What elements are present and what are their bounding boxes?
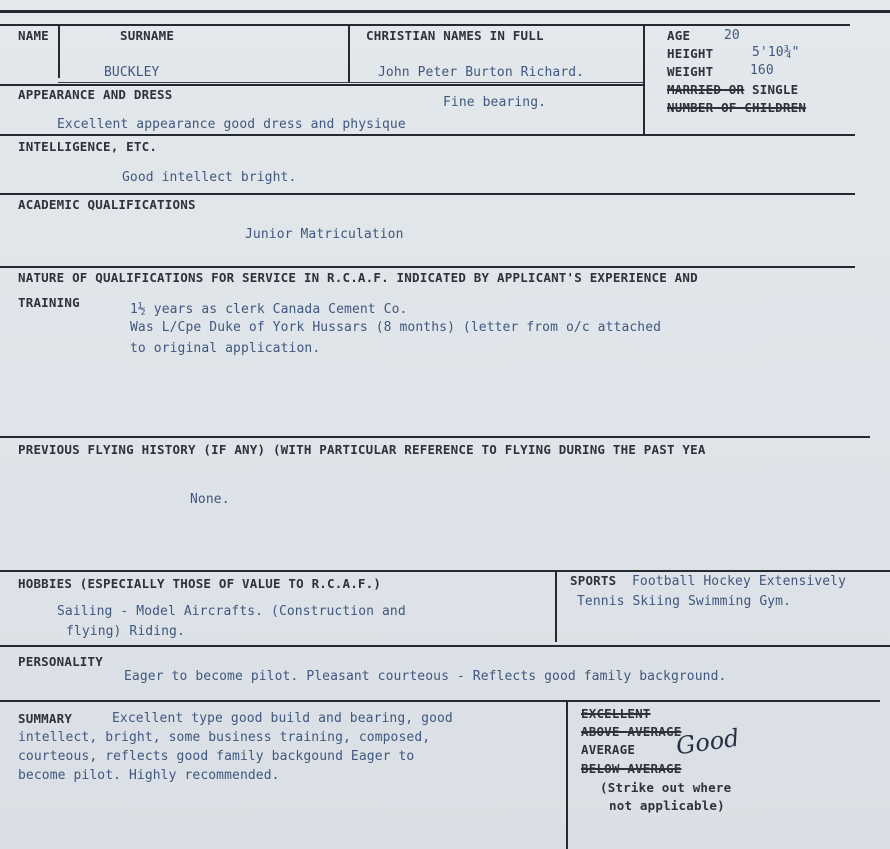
hobbies-label: HOBBIES (ESPECIALLY THOSE OF VALUE TO R.C.A.F.): [18, 576, 382, 591]
single-value: SINGLE: [752, 82, 799, 97]
academic-value: Junior Matriculation: [245, 227, 404, 242]
summary-rule: [0, 700, 880, 702]
academic-label: ACADEMIC QUALIFICATIONS: [18, 197, 196, 212]
christian-names-value: John Peter Burton Richard.: [378, 65, 585, 80]
nature-line1: 1½ years as clerk Canada Cement Co.: [130, 302, 408, 317]
rating-above-average: ABOVE AVERAGE: [581, 724, 682, 739]
appearance-line1: Fine bearing.: [443, 95, 547, 110]
personality-rule: [0, 645, 890, 647]
rating-below-average: BELOW AVERAGE: [581, 761, 682, 776]
hobbies-line2: flying) Riding.: [66, 624, 185, 639]
intelligence-value: Good intellect bright.: [122, 170, 297, 185]
top-rule: [0, 10, 890, 13]
nature-line3: to original application.: [130, 341, 321, 356]
appearance-rule: [0, 84, 643, 86]
christian-divider: [348, 26, 350, 82]
summary-line1: Excellent type good build and bearing, good: [112, 711, 453, 726]
handwritten-good: Good: [674, 723, 742, 761]
strike-note-line1: (Strike out where: [600, 780, 732, 795]
nature-label-line1: NATURE OF QUALIFICATIONS FOR SERVICE IN R.C.A.F. INDICATED BY APPLICANT'S EXPERIENCE AND: [18, 270, 698, 285]
appearance-label: APPEARANCE AND DRESS: [18, 87, 173, 102]
sports-line2: Tennis Skiing Swimming Gym.: [577, 594, 792, 609]
surname-underline: [58, 82, 348, 83]
marital-status: [667, 82, 798, 97]
strike-note-line2: not applicable): [609, 798, 725, 813]
summary-line2: intellect, bright, some business training, composed,: [18, 730, 431, 745]
nature-line2: Was L/Cpe Duke of York Hussars (8 months) (letter from o/c attached: [130, 320, 662, 335]
rating-average: AVERAGE: [581, 742, 636, 757]
height-value: 5'10¾": [752, 45, 800, 60]
sports-label: SPORTS: [570, 573, 617, 588]
hobbies-rule: [0, 570, 890, 572]
children-struck: NUMBER OF CHILDREN: [667, 100, 807, 115]
sports-divider: [555, 570, 557, 642]
age-value: 20: [724, 28, 740, 43]
hobbies-line1: Sailing - Model Aircrafts. (Construction and: [57, 604, 406, 619]
flying-label: PREVIOUS FLYING HISTORY (IF ANY) (WITH PARTICULAR REFERENCE TO FLYING DURING THE PAST YEA: [18, 442, 706, 457]
married-struck: MARRIED OR: [667, 82, 745, 97]
christian-underline: [348, 82, 643, 83]
nature-rule: [0, 266, 855, 268]
flying-value: None.: [190, 492, 230, 507]
rating-excellent: EXCELLENT: [581, 706, 651, 721]
personality-value: Eager to become pilot. Pleasant courteous - Reflects good family background.: [124, 669, 727, 684]
weight-value: 160: [750, 63, 774, 78]
flying-rule: [0, 436, 870, 438]
rating-divider: [566, 700, 568, 849]
intelligence-rule: [0, 134, 855, 136]
age-divider: [643, 26, 645, 134]
academic-rule: [0, 193, 855, 195]
personality-label: PERSONALITY: [18, 654, 103, 669]
name-divider: [58, 26, 60, 78]
surname-label: SURNAME: [120, 28, 175, 43]
header-rule: [0, 24, 850, 26]
name-label: NAME: [18, 28, 49, 43]
christian-names-label: CHRISTIAN NAMES IN FULL: [366, 28, 544, 43]
summary-line3: courteous, reflects good family backgound Eager to: [18, 749, 415, 764]
summary-line4: become pilot. Highly recommended.: [18, 768, 280, 783]
sports-line1: Football Hockey Extensively: [632, 574, 847, 589]
summary-label: SUMMARY: [18, 711, 73, 726]
height-label: HEIGHT: [667, 46, 714, 61]
weight-label: WEIGHT: [667, 64, 714, 79]
intelligence-label: INTELLIGENCE, ETC.: [18, 139, 158, 154]
nature-label-line2: TRAINING: [18, 295, 80, 310]
appearance-line2: Excellent appearance good dress and physique: [57, 117, 406, 132]
surname-value: BUCKLEY: [104, 65, 160, 80]
age-label: AGE: [667, 28, 691, 43]
